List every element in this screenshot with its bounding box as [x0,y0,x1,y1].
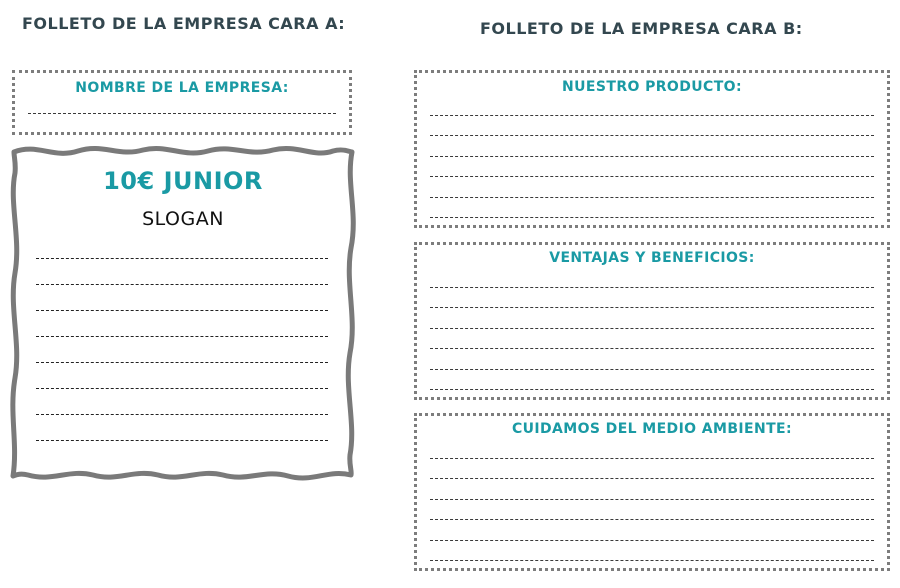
environment-title: CUIDAMOS DEL MEDIO AMBIENTE: [511,421,793,437]
blank-line[interactable] [430,267,874,288]
blank-line[interactable] [430,438,874,459]
blank-line[interactable] [430,459,874,480]
blank-line[interactable] [36,233,328,259]
blank-line[interactable] [36,389,328,415]
company-name-title: NOMBRE DE LA EMPRESA: [75,80,289,96]
blank-line[interactable] [36,363,328,389]
blank-line[interactable] [430,177,874,198]
blank-line[interactable] [430,157,874,178]
product-title: NUESTRO PRODUCTO: [562,79,742,95]
ticket-lines [36,233,328,441]
blank-line[interactable] [430,308,874,329]
blank-line[interactable] [28,96,336,114]
environment-lines [430,438,874,561]
blank-line[interactable] [430,329,874,350]
benefits-lines [430,267,874,390]
side-b-heading: FOLLETO DE LA EMPRESA CARA B: [480,19,803,38]
company-name-box [12,70,352,135]
blank-line[interactable] [36,415,328,441]
ticket-price: 10€ JUNIOR [103,167,263,195]
blank-line[interactable] [430,541,874,562]
blank-line[interactable] [430,136,874,157]
blank-line[interactable] [36,337,328,363]
blank-line[interactable] [430,500,874,521]
blank-line[interactable] [430,349,874,370]
blank-line[interactable] [430,95,874,116]
company-name-lines [28,96,336,114]
blank-line[interactable] [430,370,874,391]
blank-line[interactable] [430,198,874,219]
blank-line[interactable] [36,311,328,337]
side-a-heading: FOLLETO DE LA EMPRESA CARA A: [22,14,346,33]
ticket-card [8,143,358,481]
blank-line[interactable] [430,520,874,541]
blank-line[interactable] [36,285,328,311]
product-box [414,70,890,228]
benefits-title: VENTAJAS Y BENEFICIOS: [549,250,755,266]
environment-box [414,413,890,571]
blank-line[interactable] [430,116,874,137]
blank-line[interactable] [430,288,874,309]
ticket-slogan: SLOGAN [142,208,224,230]
blank-line[interactable] [36,259,328,285]
blank-line[interactable] [430,479,874,500]
benefits-box [414,242,890,400]
product-lines [430,95,874,218]
